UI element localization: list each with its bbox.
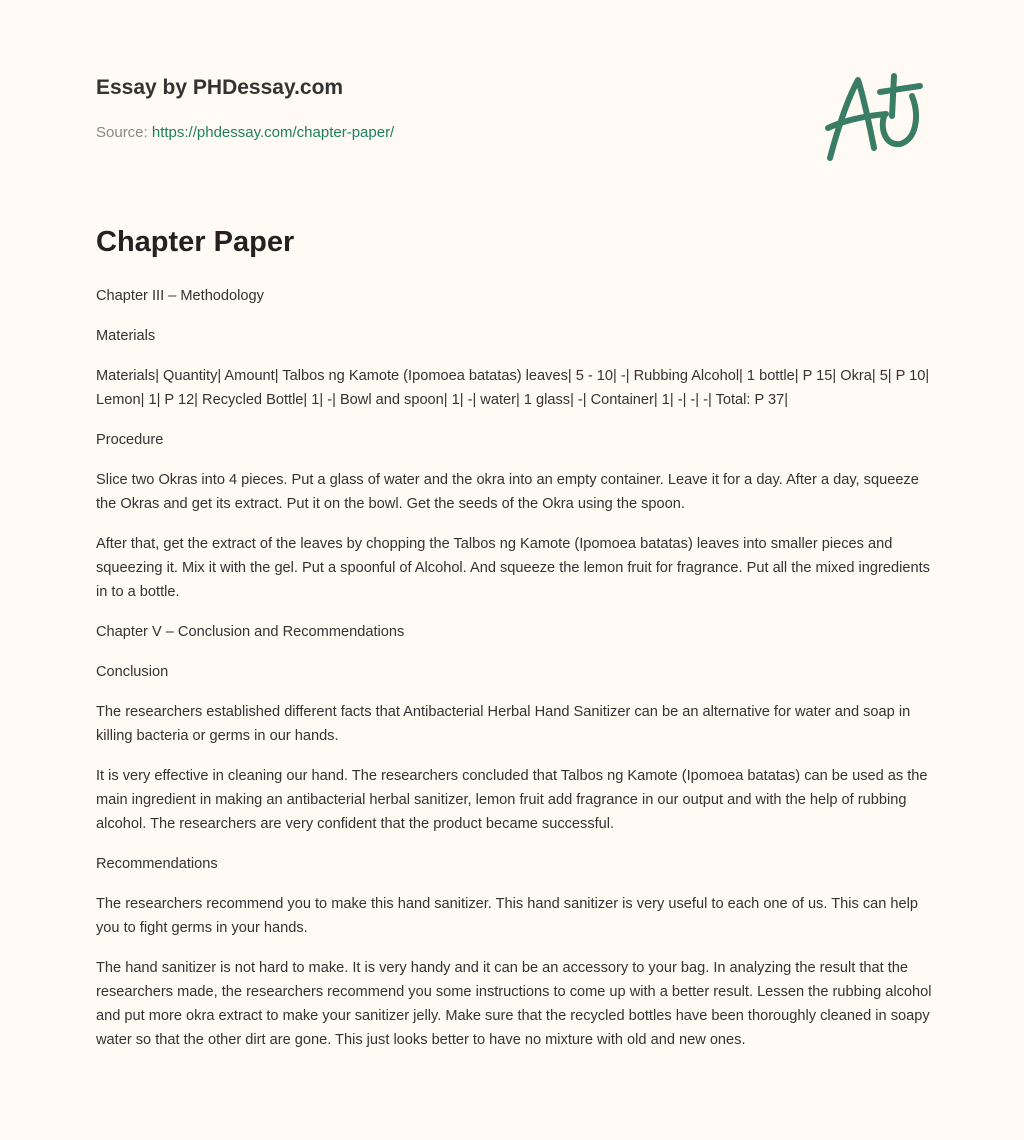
subheading-procedure: Procedure: [96, 432, 164, 448]
paragraph: The researchers recommend you to make this hand sanitizer. This hand sanitizer is very useful to each one of us. This can help you to fight germs in your hands.: [96, 896, 919, 936]
paragraph: It is very effective in cleaning our hand. The researchers concluded that Talbos ng Kamote (Ipomoea batatas) can be used as the main ingredient in making an antibacterial herbal sanitizer, lemon fruit add fragrance in our output and with the help of rubbing alcohol. The researchers are very confident that the product became successful.: [96, 768, 928, 832]
page-title: Chapter Paper: [96, 226, 295, 258]
paragraph: Slice two Okras into 4 pieces. Put a glass of water and the okra into an empty container. Leave it for a day. After a day, squeeze the Okras and get its extract. Put it on the bowl. Get the seeds of the Okra using the spoon.: [96, 472, 919, 512]
subheading-materials: Materials: [96, 328, 156, 344]
subheading-chapter-5: Chapter V – Conclusion and Recommendations: [96, 624, 405, 640]
source-line: [96, 124, 394, 141]
subheading-conclusion: Conclusion: [96, 664, 169, 680]
site-brand: Essay by PHDessay.com: [96, 76, 344, 99]
materials-table-text: Materials| Quantity| Amount| Talbos ng Kamote (Ipomoea batatas) leaves| 5 - 10| -| Rubbing Alcohol| 1 bottle| P 15| Okra| 5| P 10| Lemon| 1| P 12| Recycled Bottle| 1| -| Bowl and spoon| 1| -| water| 1 glass| -| Container| 1| -| -| -| Total: P 37|: [96, 368, 930, 408]
essay-body: [96, 284, 932, 1068]
a-plus-logo-icon: [820, 68, 930, 164]
source-label: Source:: [96, 124, 148, 141]
subheading-recommendations: Recommendations: [96, 856, 218, 872]
subheading-chapter-3: Chapter III – Methodology: [96, 288, 264, 304]
source-link[interactable]: https://phdessay.com/chapter-paper/: [151, 124, 395, 141]
paragraph: The researchers established different facts that Antibacterial Herbal Hand Sanitizer can be an alternative for water and soap in killing bacteria or germs in our hands.: [96, 704, 911, 744]
paragraph: After that, get the extract of the leaves by chopping the Talbos ng Kamote (Ipomoea batatas) leaves into smaller pieces and squeezing it. Mix it with the gel. Put a spoonful of Alcohol. And squeeze the lemon fruit for fragrance. Put all the mixed ingredients in to a bottle.: [96, 536, 930, 600]
paragraph: The hand sanitizer is not hard to make. It is very handy and it can be an accessory to your bag. In analyzing the result that the researchers made, the researchers recommend you some instructions to come up with a better result. Lessen the rubbing alcohol and put more okra extract to make your sanitizer jelly. Make sure that the recycled bottles have been thoroughly cleaned in soapy water so that the other dirt are gone. This just looks better to have no mixture with old and new ones.: [96, 960, 932, 1048]
